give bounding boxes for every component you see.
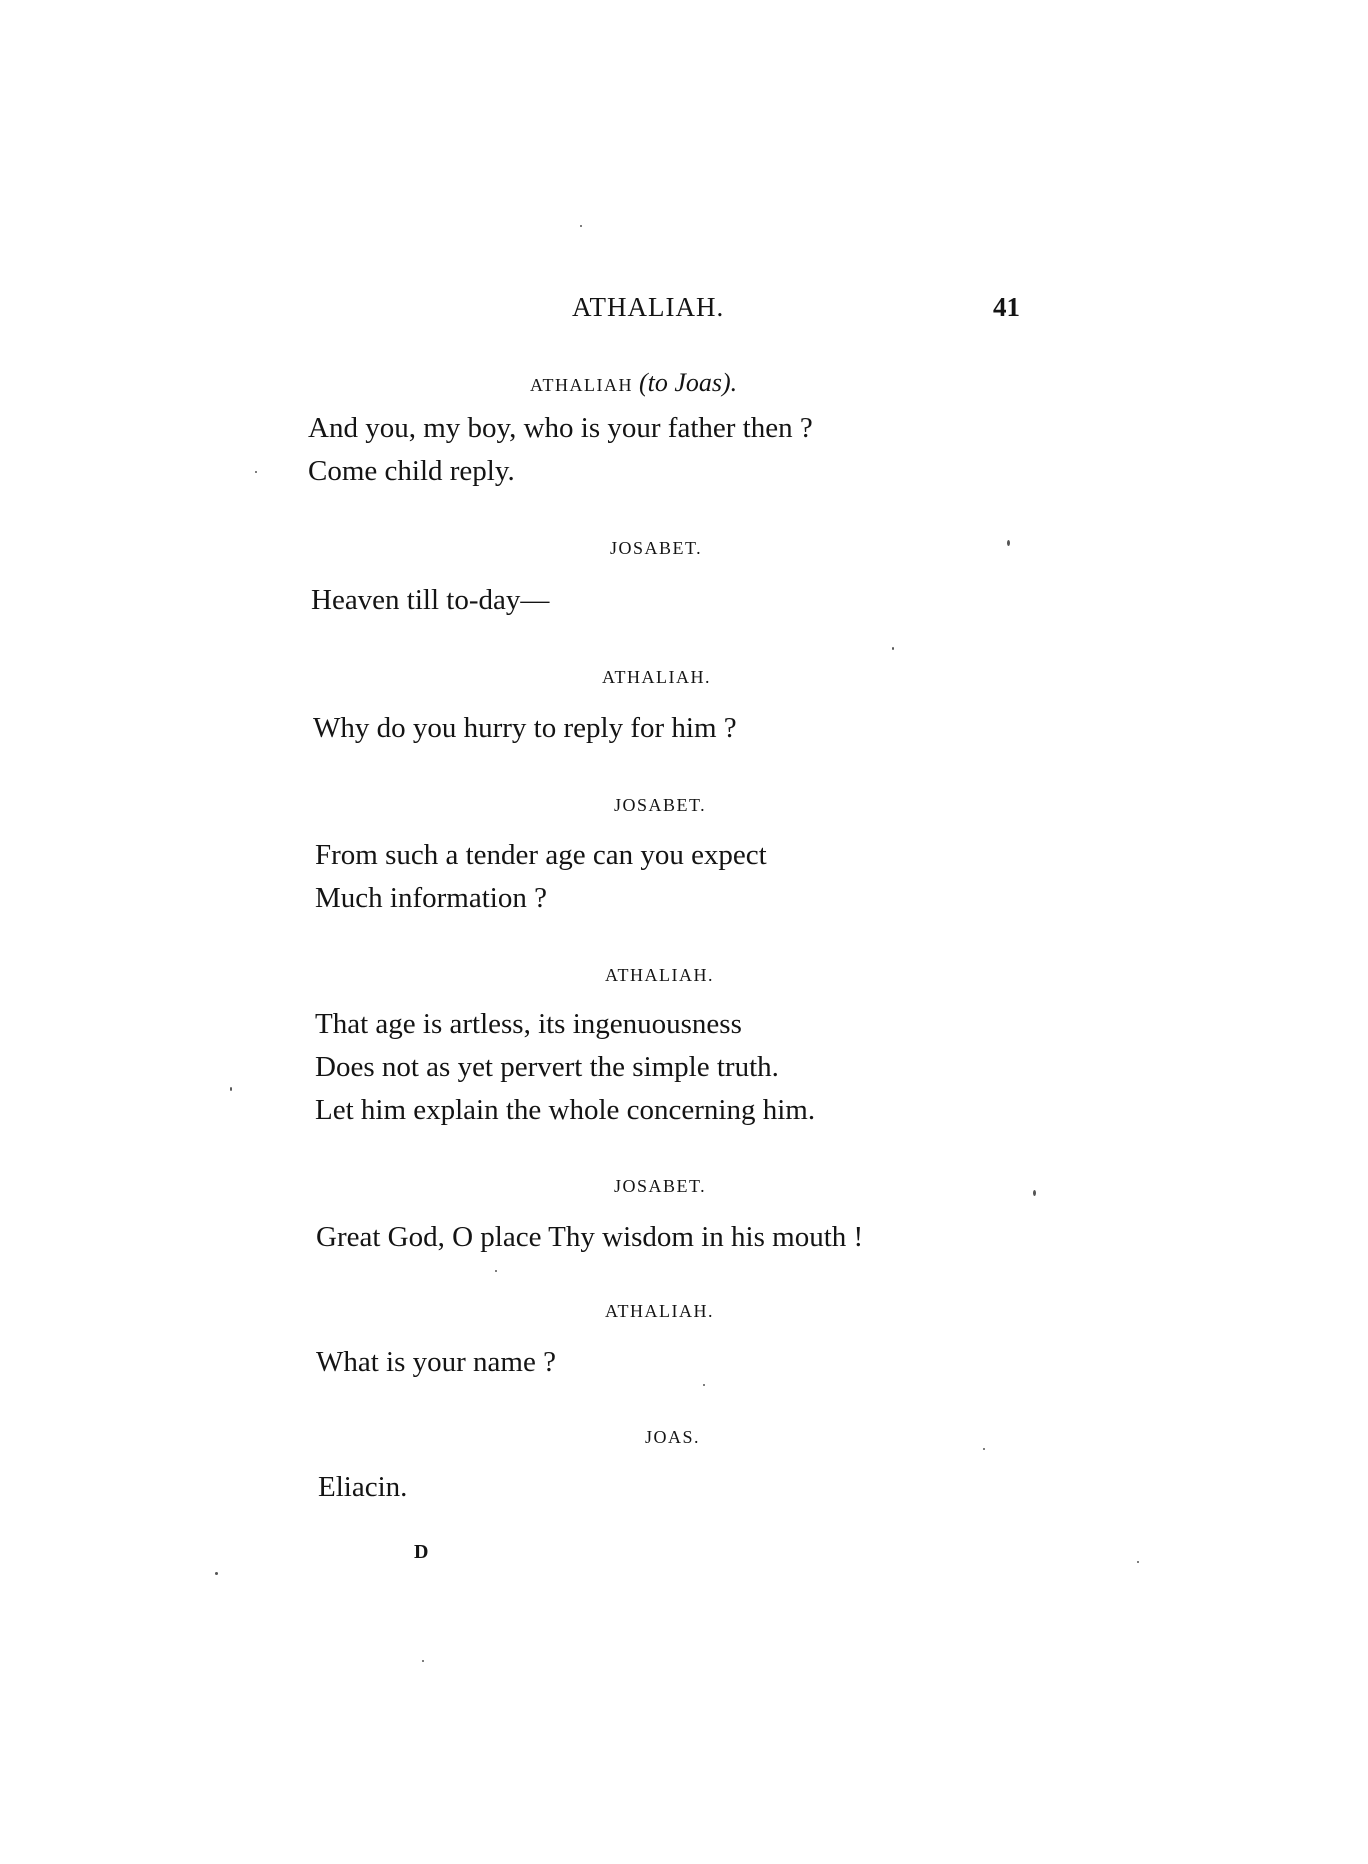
speaker-josabet: JOSABET. <box>614 795 707 815</box>
signature-mark: D <box>414 1541 429 1563</box>
speech-block <box>318 1466 407 1509</box>
speaker-athaliah: ATHALIAH. <box>605 1301 714 1321</box>
speaker-joas: JOAS. <box>645 1427 701 1447</box>
speech-block <box>315 834 767 920</box>
speaker-athaliah: ATHALIAH. <box>602 667 711 687</box>
speech-line: Does not as yet pervert the simple truth. <box>315 1051 779 1083</box>
speech-block <box>316 1341 556 1384</box>
running-title: ATHALIAH. <box>572 292 725 322</box>
scan-speck <box>422 1660 424 1662</box>
speaker-josabet: JOSABET. <box>614 1176 707 1196</box>
scan-speck <box>1137 1561 1139 1563</box>
speech-line: Heaven till to-day— <box>311 584 550 616</box>
scan-speck <box>1007 540 1010 546</box>
speech-line: From such a tender age can you expect <box>315 839 767 871</box>
page-number: 41 <box>993 292 1020 322</box>
scan-speck <box>230 1087 232 1091</box>
scan-speck <box>215 1572 218 1575</box>
speech-block <box>316 1216 863 1259</box>
speech-line: That age is artless, its ingenuousness <box>315 1008 742 1040</box>
speaker-name: ATHALIAH <box>530 375 633 395</box>
speech-block <box>311 579 549 622</box>
scan-speck <box>892 647 894 650</box>
speech-line: Eliacin. <box>318 1471 408 1503</box>
speech-line: What is your name ? <box>316 1346 556 1378</box>
speech-line: Much information ? <box>315 882 547 914</box>
speech-line: Come child reply. <box>308 455 515 487</box>
speech-block <box>308 407 813 493</box>
speech-line: And you, my boy, who is your father then ? <box>308 412 813 444</box>
speaker-josabet: JOSABET. <box>610 538 703 558</box>
speech-line: Let him explain the whole concerning him. <box>315 1094 816 1126</box>
speech-block <box>313 707 737 750</box>
scan-speck <box>255 471 257 473</box>
scan-speck <box>703 1384 705 1386</box>
scan-speck <box>983 1448 985 1450</box>
scan-speck <box>1033 1190 1036 1196</box>
stage-direction: (to Joas). <box>638 368 738 397</box>
speech-line: Why do you hurry to reply for him ? <box>313 712 737 744</box>
speaker-athaliah <box>530 368 737 398</box>
scan-speck <box>580 225 582 227</box>
speech-line: Great God, O place Thy wisdom in his mouth ! <box>316 1221 864 1253</box>
speaker-athaliah: ATHALIAH. <box>605 965 714 985</box>
scan-speck <box>495 1270 497 1272</box>
speech-block <box>315 1003 815 1132</box>
